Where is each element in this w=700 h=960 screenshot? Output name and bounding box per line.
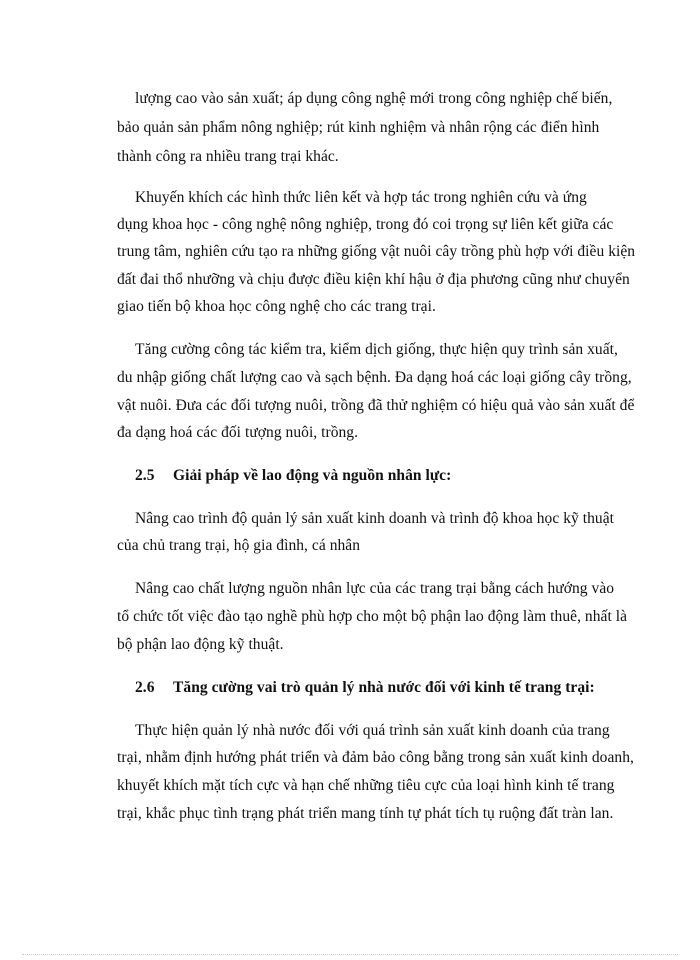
paragraph-5-line-3: bộ phận lao động kỹ thuật. bbox=[117, 636, 284, 653]
section-heading-2-5 bbox=[135, 466, 451, 486]
paragraph-2-line-1: Khuyến khích các hình thức liên kết và hợp tác trong nghiên cứu và ứng bbox=[135, 189, 587, 206]
paragraph-1-line-2: bảo quản sản phẩm nông nghiệp; rút kinh nghiệm và nhân rộng các điển hình bbox=[117, 119, 600, 136]
page-bottom-divider bbox=[22, 954, 678, 955]
section-title: Giải pháp về lao động và nguồn nhân lực: bbox=[173, 467, 452, 484]
paragraph-3-line-2: du nhập giống chất lượng cao và sạch bệnh. Đa dạng hoá các loại giống cây trồng, bbox=[117, 369, 632, 386]
paragraph-2-line-5: giao tiến bộ khoa học công nghệ cho các trang trại. bbox=[117, 298, 436, 315]
paragraph-4-line-1: Nâng cao trình độ quản lý sản xuất kinh doanh và trình độ khoa học kỹ thuật bbox=[135, 510, 614, 527]
paragraph-6-line-2: trại, nhằm định hướng phát triển và đảm bảo công bằng trong sản xuất kinh doanh, bbox=[117, 749, 634, 766]
paragraph-3-line-3: vật nuôi. Đưa các đối tượng nuôi, trồng đã thử nghiệm có hiệu quả vào sản xuất để bbox=[117, 397, 635, 414]
section-number: 2.5 bbox=[135, 467, 155, 484]
paragraph-6-line-4: trại, khắc phục tình trạng phát triển mang tính tự phát tích tụ ruộng đất tràn lan. bbox=[117, 805, 614, 822]
paragraph-6-line-3: khuyết khích mặt tích cực và hạn chế những tiêu cực của loại hình kinh tế trang bbox=[117, 777, 615, 794]
section-number: 2.6 bbox=[135, 679, 155, 696]
section-title: Tăng cường vai trò quản lý nhà nước đối với kinh tế trang trại: bbox=[173, 679, 595, 696]
paragraph-6-line-1: Thực hiện quản lý nhà nước đối với quá trình sản xuất kinh doanh của trang bbox=[135, 722, 610, 739]
paragraph-1-line-1: lượng cao vào sản xuất; áp dụng công nghệ mới trong công nghiệp chế biến, bbox=[135, 90, 613, 107]
paragraph-5-line-1: Nâng cao chất lượng nguồn nhân lực của các trang trại bằng cách hướng vào bbox=[135, 580, 615, 597]
paragraph-4-line-2: của chủ trang trại, hộ gia đình, cá nhân bbox=[117, 537, 361, 554]
paragraph-2-line-4: đất đai thổ nhưỡng và chịu được điều kiện khí hậu ở địa phương cũng như chuyển bbox=[117, 271, 630, 288]
paragraph-1-line-3: thành công ra nhiều trang trại khác. bbox=[117, 148, 339, 165]
paragraph-3-line-1: Tăng cường công tác kiểm tra, kiểm dịch giống, thực hiện quy trình sản xuất, bbox=[135, 341, 618, 358]
section-heading-2-6 bbox=[135, 678, 595, 698]
paragraph-2-line-2: dụng khoa học - công nghệ nông nghiệp, trong đó coi trọng sự liên kết giữa các bbox=[117, 216, 614, 233]
paragraph-3-line-4: đa dạng hoá các đối tượng nuôi, trồng. bbox=[117, 424, 359, 441]
paragraph-2-line-3: trung tâm, nghiên cứu tạo ra những giống vật nuôi cây trồng phù hợp với điều kiện bbox=[117, 243, 636, 260]
paragraph-5-line-2: tổ chức tốt việc đào tạo nghề phù hợp cho một bộ phận lao động làm thuê, nhất là bbox=[117, 608, 628, 625]
